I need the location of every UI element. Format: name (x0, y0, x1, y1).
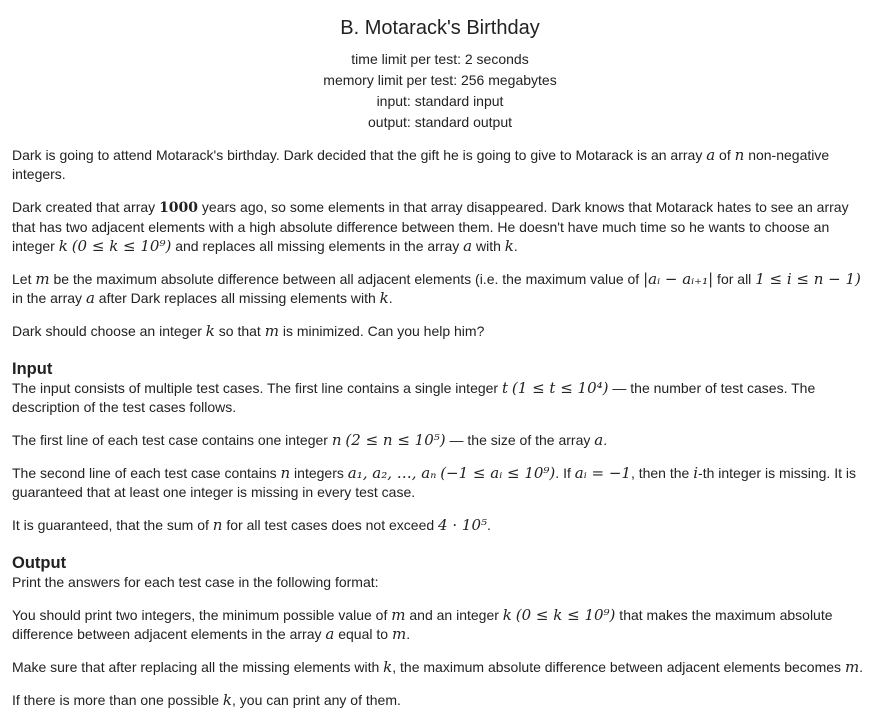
output-section-title: Output (12, 554, 67, 572)
statement-paragraph: Dark should choose an integer k so that m is minimized. Can you help him? (12, 322, 485, 340)
statement-paragraph: Dark created that array 1000 years ago, so some elements in that array disappeared. Dark knows that Motarack hates to see an array that has two adjacent elements with a high absolute difference between them. He doesn't have much time so he wants to choose an integer k (0 ≤ k ≤ 10⁹) and replaces all missing elements in the array a with k. (12, 199, 849, 255)
statement-paragraph: Dark is going to attend Motarack's birthday. Dark decided that the gift he is going to give to Motarack is an array a of n non-negative integers. (12, 146, 830, 182)
input-section-title: Input (12, 360, 53, 378)
statement-paragraph: Let m be the maximum absolute difference between all adjacent elements (i.e. the maximum value of |aᵢ − aᵢ₊₁| for all 1 ≤ i ≤ n − 1) in the array a after Dark replaces all missing elements with k. (12, 270, 861, 307)
input-paragraph: The second line of each test case contains n integers a₁, a₂, …, aₙ (−1 ≤ aᵢ ≤ 10⁹). If aᵢ = −1, then the i-th integer is missing. It is guaranteed that at least one integer is missing in every test case. (12, 464, 856, 500)
input-spec: input: standard input (376, 93, 504, 109)
output-spec: output: standard output (368, 114, 512, 130)
output-paragraph: Print the answers for each test case in the following format: (12, 574, 379, 590)
input-paragraph: It is guaranteed, that the sum of n for all test cases does not exceed 4 · 10⁵. (12, 516, 491, 534)
input-paragraph: The first line of each test case contains one integer n (2 ≤ n ≤ 10⁵) — the size of the array a. (12, 431, 608, 449)
problem-header (0, 0, 880, 133)
input-paragraph: The input consists of multiple test cases. The first line contains a single integer t (1 ≤ t ≤ 10⁴) — the number of test cases. The description of the test cases follows. (12, 379, 816, 415)
output-paragraph: Make sure that after replacing all the missing elements with k, the maximum absolute difference between adjacent elements becomes m. (12, 658, 864, 676)
output-paragraph: You should print two integers, the minimum possible value of m and an integer k (0 ≤ k ≤ 10⁹) that makes the maximum absolute difference between adjacent elements in the array a equal to m. (12, 606, 833, 643)
problem-title: B. Motarack's Birthday (340, 17, 540, 39)
problem-statement (0, 133, 880, 710)
time-limit: time limit per test: 2 seconds (351, 51, 529, 67)
output-paragraph: If there is more than one possible k, you can print any of them. (12, 691, 401, 709)
memory-limit: memory limit per test: 256 megabytes (323, 72, 557, 88)
